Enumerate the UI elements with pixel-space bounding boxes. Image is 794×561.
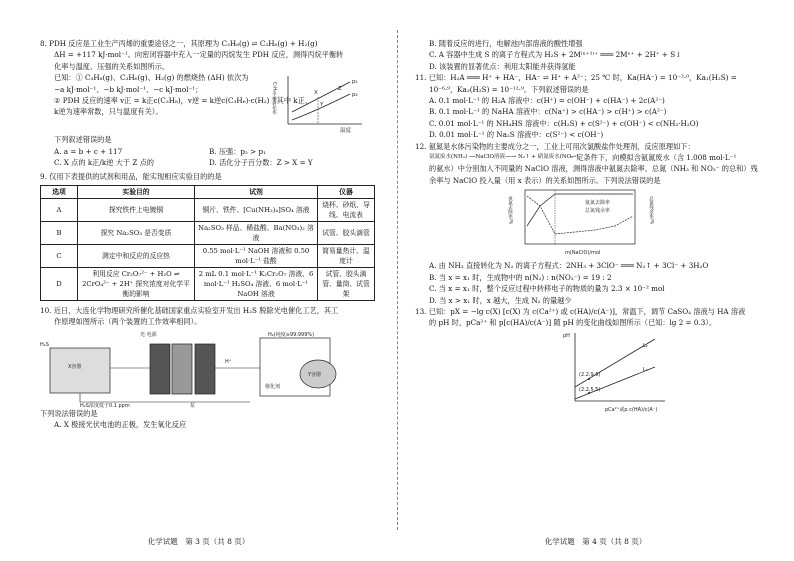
q9-cell: C bbox=[41, 244, 78, 267]
q9-table-header bbox=[41, 185, 375, 198]
q9-cell: 0.55 mol·L⁻¹ NaOH 溶液和 0.50 mol·L⁻¹ 盐酸 bbox=[195, 244, 318, 267]
q12-line: 一定条件下，向模拟含氨氮废水（含 1.008 mol·L⁻¹ bbox=[569, 153, 737, 163]
q13-line: 的 pH 时，pCa²⁺ 和 p[c(HA)/c(A⁻)] 随 pH 的变化曲线如图所示（已知：lg 2 = 0.3）。 bbox=[429, 318, 717, 328]
q9-col-option: 选项 bbox=[41, 185, 78, 198]
q13-point-upper: (2.2,9.6) bbox=[579, 371, 601, 378]
q8-p2-label: p₂ bbox=[352, 92, 358, 99]
q12-line: 12. 氨氮是水体污染物的主要成分之一，工业上可用次氯酸盐作处理剂，反应原理如下： bbox=[415, 141, 695, 151]
q12-legend-residual: 总氮残余率 bbox=[585, 208, 611, 215]
q12-line: 余率与 NaClO 投入量（用 x 表示）的关系如图所示。下列说法错误的是 bbox=[429, 175, 661, 185]
q12-ylabel-right: 总氮残余率/% bbox=[648, 196, 654, 225]
q9-cell: A bbox=[41, 198, 78, 221]
q9-cell: D bbox=[41, 267, 78, 300]
q12-option-a: A. 由 NH₃ 直接转化为 N₂ 的离子方程式：2NH₃ + 3ClO⁻ ═══ N₂↑ + 3Cl⁻ + 3H₂O bbox=[429, 261, 709, 271]
q10-option-c: C. A 容器中生成 S 的离子方程式为 H₂S + 2M⁽ⁿ⁺¹⁾⁺ ═══ 2Mⁿ⁺ + 2H⁺ + S↓ bbox=[429, 50, 682, 60]
q11-option-c: C. 0.01 mol·L⁻¹ 的 NH₄HS 溶液中：c(H₂S) + c(S²⁻) + c(OH⁻) < c(NH₃·H₂O) bbox=[429, 118, 699, 128]
q8-line: −a kJ·mol⁻¹、−b kJ·mol⁻¹、−c kJ·mol⁻¹； bbox=[54, 84, 203, 94]
q8-option-a: A. a = b + c + 117 bbox=[54, 146, 123, 156]
q10-catalyst-label: 催化剂 bbox=[265, 383, 281, 390]
q9-stem: 9. 仅用下表提供的试剂和用品，能实现相应实验目的的是 bbox=[40, 172, 222, 182]
q8-prompt: 下列叙述错误的是 bbox=[54, 135, 112, 145]
q8-line: 已知：① C₃H₈(g)、C₃H₆(g)、H₂(g) 的燃烧热 (ΔH) 依次为 bbox=[54, 73, 249, 83]
q9-col-aim: 实验目的 bbox=[78, 185, 195, 198]
q13-line: 13. 已知：pX = −lg c(X) [c(X) 为 c(Ca²⁺) 或 c(HA)/c(A⁻)]，常温下，调节 CaSO₄ 溶液与 HA 溶液 bbox=[415, 306, 746, 316]
q8-option-b: B. 压强：p₂ > p₁ bbox=[209, 146, 266, 156]
q12-legend-removal: 氨氮去除率 bbox=[585, 200, 611, 207]
q12-xlabel: m(NaClO)/mol bbox=[565, 250, 601, 257]
q9-cell: Na₂SO₃ 样品、稀盐酸、Ba(NO₃)₂ 溶液 bbox=[195, 221, 318, 244]
q8-body bbox=[40, 72, 379, 134]
q10-container-x: X容器 bbox=[68, 363, 82, 370]
q8-ylabel: C₃H₈平衡转化率 bbox=[271, 82, 277, 115]
q10-option-d: D. 该装置的显著优点：利用太阳能并获得氢能 bbox=[429, 61, 576, 71]
q8-p1-label: p₁ bbox=[352, 79, 358, 86]
q9-cell: 探究 Na₂SO₃ 是否变质 bbox=[78, 221, 195, 244]
q12-ylabel-left: 氨氮去除率/% bbox=[507, 196, 513, 225]
q9-cell: B bbox=[41, 221, 78, 244]
table-row bbox=[41, 221, 375, 244]
q8-line: ② PDH 反应的速率 v正 = k正c(C₃H₈)，v逆 = k逆c(C₃H₆)·c(H₂)（其中 k正、 bbox=[54, 96, 313, 106]
q8-xlabel: 温度 bbox=[340, 128, 352, 135]
page-3-footer: 化学试题 第 3 页（共 8 页） bbox=[147, 536, 250, 546]
q8-point-x: X bbox=[314, 90, 318, 97]
q9-cell: 简易量热计、温度计 bbox=[318, 244, 375, 267]
page-4-footer: 化学试题 第 4 页（共 8 页） bbox=[544, 536, 647, 546]
q12-line: 的氨水）中分别加入不同量的 NaClO 溶液，测得溶液中氨氮去除率、总氮（NH₃ 和 NO₃⁻ 的总和）残 bbox=[429, 164, 758, 174]
q11-option-a: A. 0.1 mol·L⁻¹ 的 H₂A 溶液中：c(H⁺) = c(OH⁻) + c(HA⁻) + 2c(A²⁻) bbox=[429, 96, 665, 106]
q11-line: 10⁻⁶·⁹，Ka₂(H₂S) = 10⁻¹²·⁹。下列叙述错误的是 bbox=[429, 84, 589, 94]
q13-line-l1: L₁ bbox=[643, 366, 648, 373]
q10-option-a: A. X 极接光伏电池的正极，发生氧化反应 bbox=[54, 420, 187, 430]
q12-option-d: D. 当 x > x₁ 时，x 越大，生成 N₂ 的量越少 bbox=[429, 295, 572, 305]
q10-prompt: 下列说法错误的是 bbox=[40, 408, 98, 418]
q9-cell: 试管、胶头滴管、量筒、试管架 bbox=[318, 267, 375, 300]
q9-cell: 烧杯、砂纸、导线、电流表 bbox=[318, 198, 375, 221]
q12-option-b: B. 当 x = x₁ 时，生成物中的 n(N₂) : n(NO₃⁻) = 19 : 2 bbox=[429, 272, 612, 282]
q8-line: k逆为速率常数，只与温度有关）。 bbox=[54, 107, 163, 117]
q13-ph-chart bbox=[415, 329, 755, 415]
q9-cell: 利用反应 Cr₂O₇²⁻ + H₂O ⇌ 2CrO₄²⁻ + 2H⁺ 探究浓度对化学平衡的影响 bbox=[78, 267, 195, 300]
q8-point-z: Z bbox=[338, 86, 342, 93]
page-4 bbox=[397, 0, 794, 561]
q12-scheme: 氨氮废水(NH₃) ──NaClO溶液──→ N₂↑ + 硝氮废水(NO₃⁻) bbox=[429, 154, 579, 161]
q13-xlabel: pCa²⁺或p c(HA)/c(A⁻) bbox=[605, 406, 658, 413]
q10-outlet-label: H₂S浓度低于0.1 ppm bbox=[80, 402, 130, 409]
q9-cell: 铜片、铁件、[Cu(NH₃)₄]SO₄ 溶液 bbox=[195, 198, 318, 221]
q8-line: 化率与温度、压强的关系如图所示。 bbox=[54, 61, 170, 71]
q9-cell: 2 mL 0.1 mol·L⁻¹ K₂Cr₂O₇ 溶液、6 mol·L⁻¹ H₂SO₄ 溶液、6 mol·L⁻¹ NaOH 溶液 bbox=[195, 267, 318, 300]
q10-apparatus-diagram bbox=[40, 328, 370, 408]
q8-line: ΔH = +117 kJ·mol⁻¹。向密闭容器中充入一定量的丙烷发生 PDH 反应，测得丙烷平衡转 bbox=[54, 50, 344, 60]
q11-line: 11. 已知：H₂A ═══ H⁺ + HA⁻，HA⁻ ⇌ H⁺ + A²⁻；25 ℃ 时，Ka(HA⁻) = 10⁻²·⁰，Ka₁(H₂S) = bbox=[415, 73, 737, 83]
q11-option-d: D. 0.01 mol·L⁻¹ 的 Na₂S 溶液中：c(S²⁻) < c(OH⁻) bbox=[429, 130, 604, 140]
q12-removal-chart bbox=[415, 186, 755, 260]
q10-option-b: B. 随着反应的进行，电解池内部溶液的酸性增强 bbox=[429, 39, 583, 48]
q8-options-cd bbox=[40, 157, 379, 168]
table-row bbox=[41, 244, 375, 267]
table-row bbox=[41, 198, 375, 221]
q10-proton-label: H⁺ bbox=[225, 358, 232, 365]
q10-light-label: 光·电源 bbox=[140, 331, 157, 338]
q8-conversion-chart bbox=[270, 72, 370, 134]
q9-cell: 试管、胶头滴管 bbox=[318, 221, 375, 244]
q12-option-c: C. 当 x = x₁ 时，整个反应过程中转移电子的物质的量为 2.3 × 10⁻² mol bbox=[429, 284, 665, 294]
q10-line: 作原理如图所示（两个装置的工作效率相同）。 bbox=[54, 317, 202, 327]
q11-option-b: B. 0.1 mol·L⁻¹ 的 NaHA 溶液中：c(Na⁺) > c(HA⁻) > c(H⁺) > c(A²⁻) bbox=[429, 107, 667, 117]
q8-point-y: Y bbox=[320, 102, 324, 109]
q8-option-c: C. X 点的 k正/k逆 大于 Z 点的 bbox=[54, 158, 154, 168]
table-row bbox=[41, 267, 375, 300]
q8-option-d: D. 活化分子百分数：Z > X = Y bbox=[209, 158, 313, 168]
q9-cell: 探究铁件上电镀铜 bbox=[78, 198, 195, 221]
q8-line: 8. PDH 反应是工业生产丙烯的重要途径之一，其原理为 C₃H₈(g) ⇌ C₃H₆(g) + H₂(g) bbox=[40, 39, 318, 48]
q9-col-instrument: 仪器 bbox=[318, 185, 375, 198]
q10-pump-label: 泵 bbox=[190, 402, 196, 409]
q9-col-reagent: 试剂 bbox=[195, 185, 318, 198]
q9-cell: 测定中和反应的反应热 bbox=[78, 244, 195, 267]
q13-ylabel: pH bbox=[563, 332, 570, 339]
q12-scheme-row bbox=[415, 152, 758, 163]
q10-h2s-label: H₂S bbox=[40, 341, 49, 348]
q9-table bbox=[40, 185, 375, 301]
q13-point-lower: (2.2,5.5) bbox=[579, 386, 601, 393]
q10-h2-label: H₂(纯度≥99.999%) bbox=[268, 331, 315, 338]
q10-container-y: Y容器 bbox=[308, 371, 322, 378]
q8-options-ab bbox=[40, 146, 379, 157]
q13-line-l2: L₂ bbox=[643, 342, 648, 349]
q10-line: 10. 近日，大连化学物理研究所催化基础国家重点实验室开发出 H₂S 脱除光电催化工艺，其工 bbox=[40, 305, 339, 315]
